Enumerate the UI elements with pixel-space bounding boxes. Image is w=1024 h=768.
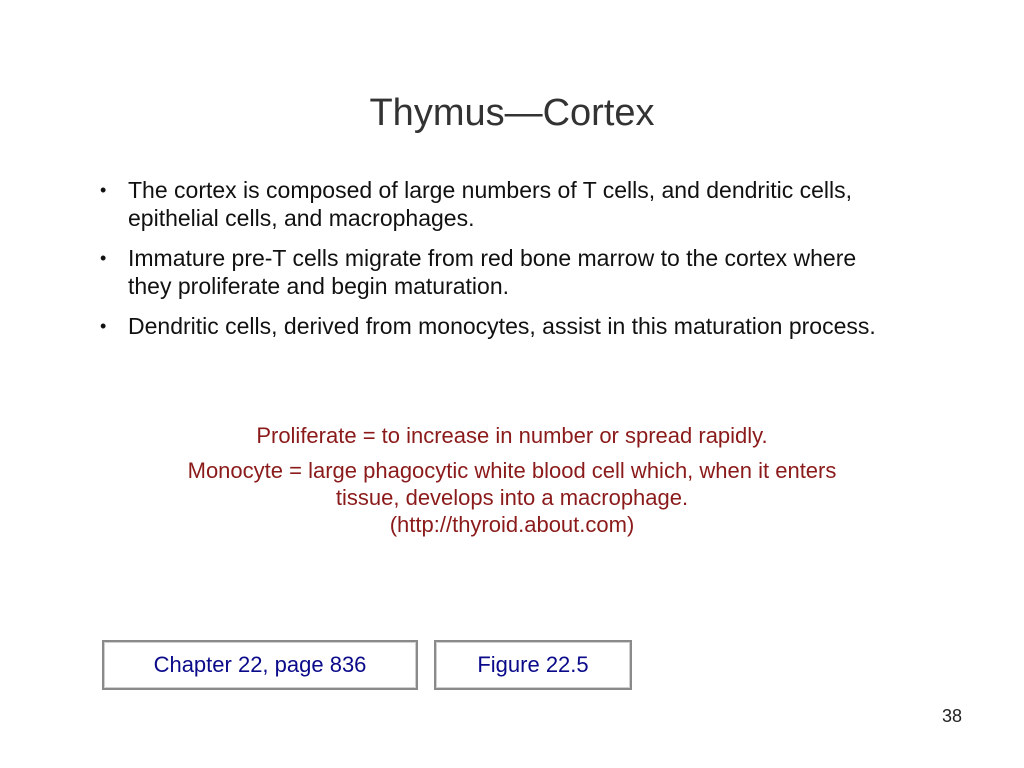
bullet-list [100, 176, 890, 352]
bullet-text: Dendritic cells, derived from monocytes, assist in this maturation process. [128, 313, 876, 339]
definition-proliferate: Proliferate = to increase in number or spread rapidly. [256, 423, 768, 448]
bullet-item [100, 244, 890, 300]
definitions [0, 422, 1024, 538]
definition-monocyte-text: Monocyte = large phagocytic white blood cell which, when it enters tissue, develops into a macrophage. [187, 458, 837, 510]
bullet-icon: • [100, 316, 107, 336]
bullet-icon: • [100, 180, 107, 200]
bullet-text: The cortex is composed of large numbers of T cells, and dendritic cells, epithelial cells, and macrophages. [128, 177, 852, 231]
bullet-text: Immature pre-T cells migrate from red bone marrow to the cortex where they proliferate and begin maturation. [128, 245, 857, 299]
definition-source: (http://thyroid.about.com) [389, 512, 635, 537]
page-number: 38 [941, 706, 962, 726]
slide-title: Thymus—Cortex [369, 92, 655, 134]
bullet-item [100, 176, 890, 232]
bullet-icon: • [100, 248, 107, 268]
bullet-item [100, 312, 890, 340]
chapter-reference-button[interactable]: Chapter 22, page 836 [102, 640, 418, 690]
figure-reference-button[interactable]: Figure 22.5 [434, 640, 632, 690]
definition-monocyte [162, 457, 862, 538]
